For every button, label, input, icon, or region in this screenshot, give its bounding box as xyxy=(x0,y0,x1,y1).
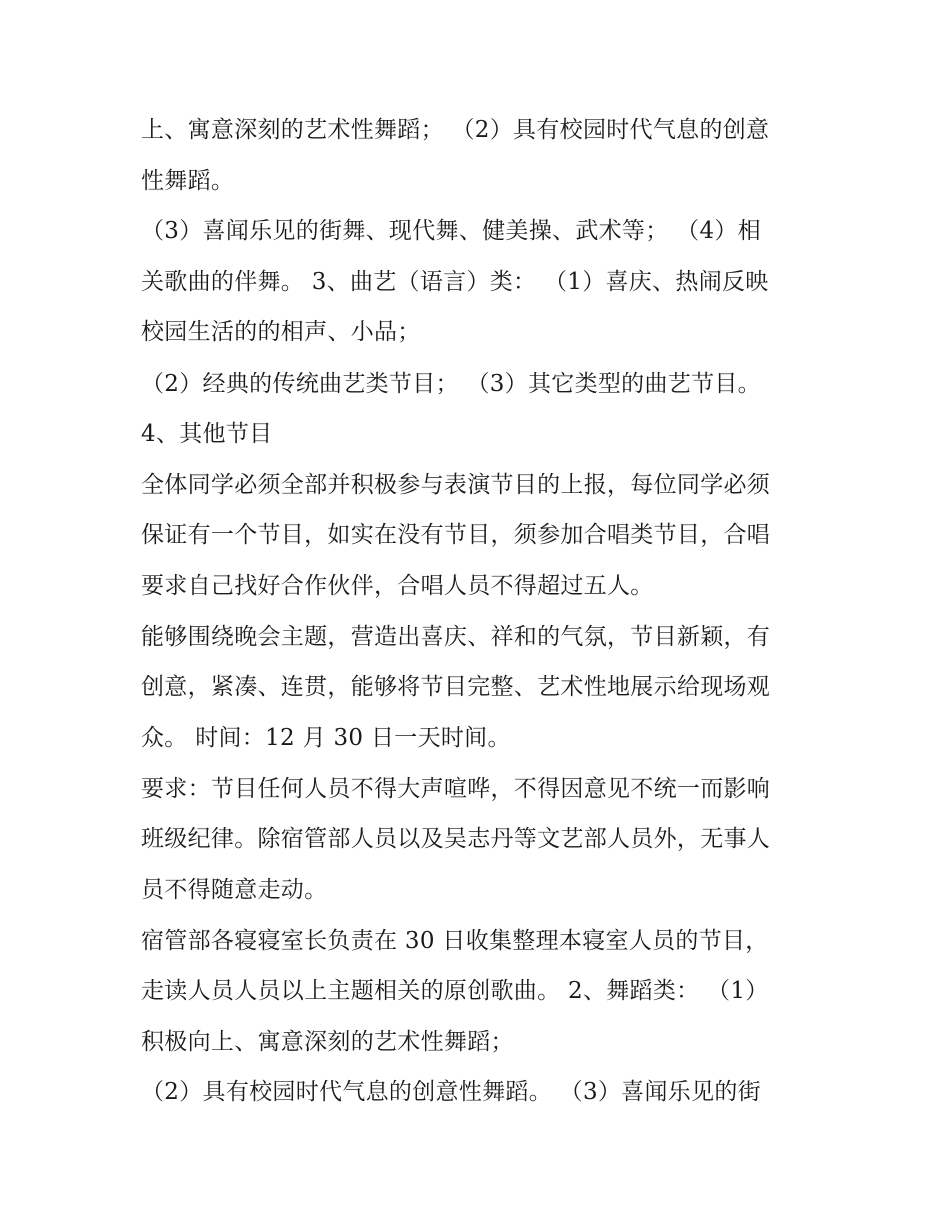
text-line: （2）经典的传统曲艺类节目； （3）其它类型的曲艺节目。 xyxy=(141,371,761,397)
text-line: 保证有一个节目，如实在没有节目，须参加合唱类节目，合唱 xyxy=(141,522,771,548)
text-line: 全体同学必须全部并积极参与表演节目的上报，每位同学必须 xyxy=(141,472,771,498)
text-line: 创意，紧凑、连贯，能够将节目完整、艺术性地展示给现场观 xyxy=(141,674,771,700)
text-line: 要求自己找好合作伙伴，合唱人员不得超过五人。 xyxy=(141,573,654,599)
text-line: 员不得随意走动。 xyxy=(141,877,328,903)
text-line: 众。 时间：12 月 30 日一天时间。 xyxy=(141,725,511,751)
text-line: 班级纪律。除宿管部人员以及吴志丹等文艺部人员外，无事人 xyxy=(141,826,771,852)
text-line: 关歌曲的伴舞。 3、曲艺（语言）类： （1）喜庆、热闹反映 xyxy=(141,269,769,295)
text-line: 4、其他节目 xyxy=(141,421,273,447)
text-line: 积极向上、寓意深刻的艺术性舞蹈； xyxy=(141,1029,514,1055)
text-line: （2）具有校园时代气息的创意性舞蹈。 （3）喜闻乐见的街 xyxy=(141,1079,761,1105)
text-line: 走读人员人员以上主题相关的原创歌曲。 2、舞蹈类： （1） xyxy=(141,978,769,1004)
text-line: 能够围绕晚会主题，营造出喜庆、祥和的气氛，节目新颖，有 xyxy=(141,624,771,650)
text-line: 上、寓意深刻的艺术性舞蹈； （2）具有校园时代气息的创意 xyxy=(141,117,770,143)
text-line: 要求：节目任何人员不得大声喧哗，不得因意见不统一而影响 xyxy=(141,776,771,802)
text-line: （3）喜闻乐见的街舞、现代舞、健美操、武术等； （4）相 xyxy=(141,218,761,244)
text-line: 宿管部各寝寝室长负责在 30 日收集整理本寝室人员的节目， xyxy=(141,928,769,954)
text-line: 性舞蹈。 xyxy=(141,168,235,194)
text-line: 校园生活的的相声、小品； xyxy=(141,319,421,345)
